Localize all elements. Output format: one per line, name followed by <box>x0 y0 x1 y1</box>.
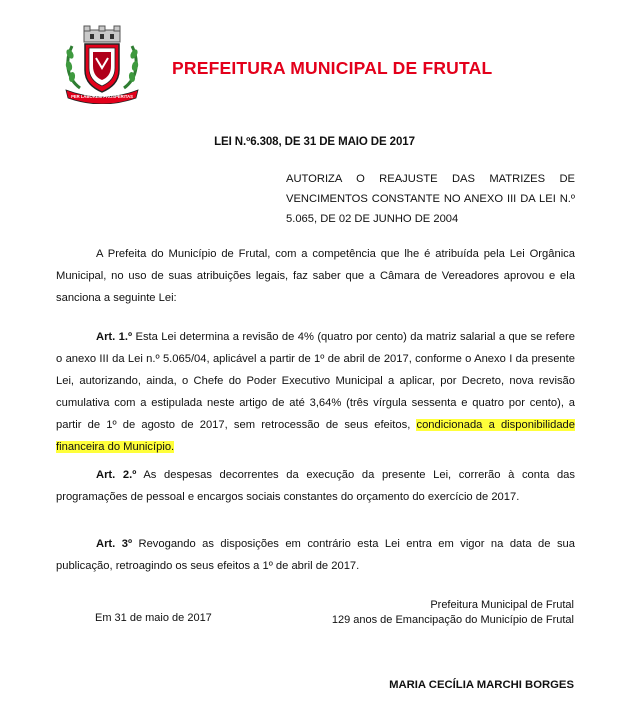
article-3 <box>56 533 575 577</box>
page-title: PREFEITURA MUNICIPAL DE FRUTAL <box>172 58 493 78</box>
place-line-1: Prefeitura Municipal de Frutal <box>430 599 574 611</box>
signature-place-block <box>332 598 574 628</box>
article-3-label: Art. 3º <box>96 538 133 550</box>
article-1-label: Art. 1.º <box>96 331 133 343</box>
article-2-label: Art. 2.º <box>96 469 137 481</box>
preamble-paragraph: A Prefeita do Município de Frutal, com a competência que lhe é atribuída pela Lei Orgânica Municipal, no uso de suas atribuições legais, faz saber que a Câmara de Vereadores aprovou e ela sanciona a seguinte Lei: <box>56 248 575 304</box>
article-2-text: As despesas decorrentes da execução da presente Lei, correrão à conta das programações de pessoal e encargos sociais constantes do orçamento do exercício de 2017. <box>56 469 575 503</box>
place-line-2: 129 anos de Emancipação do Município de Frutal <box>331 614 574 626</box>
article-1-text: Esta Lei determina a revisão de 4% (quatro por cento) da matriz salarial a que se refere o anexo III da Lei n.º 5.065/04, aplicável a partir de 1º de abril de 2017, conforme o Anexo I da presente Lei, autorizando, ainda, o Chefe do Poder Executivo Municipal a aplicar, por Decreto, nova revisão cumulativa com a estipulada neste artigo de até 3,64% (três vírgula sessenta e quatro por cento), a partir de 1º de agosto de 2017, sem retrocessão de seus efeitos, <box>56 331 575 431</box>
article-2 <box>56 464 575 508</box>
article-1-highlight: condicionada a disponibilidade financeira do Município. <box>56 419 575 453</box>
svg-text:PER LABOREM PROSPERITAS: PER LABOREM PROSPERITAS <box>71 94 133 99</box>
signer-name: MARIA CECÍLIA MARCHI BORGES <box>389 679 574 691</box>
coat-of-arms-logo <box>60 24 144 104</box>
law-ementa: AUTORIZA O REAJUSTE DAS MATRIZES DE VENCIMENTOS CONSTANTE NO ANEXO III DA LEI N.º 5.065, DE 02 DE JUNHO DE 2004 <box>286 173 575 225</box>
article-1 <box>56 326 575 458</box>
law-title: LEI N.º6.308, DE 31 DE MAIO DE 2017 <box>214 136 415 148</box>
article-3-text: Revogando as disposições em contrário esta Lei entra em vigor na data de sua publicação, retroagindo os seus efeitos a 1º de abril de 2017. <box>56 538 575 572</box>
signature-date: Em 31 de maio de 2017 <box>95 612 212 624</box>
